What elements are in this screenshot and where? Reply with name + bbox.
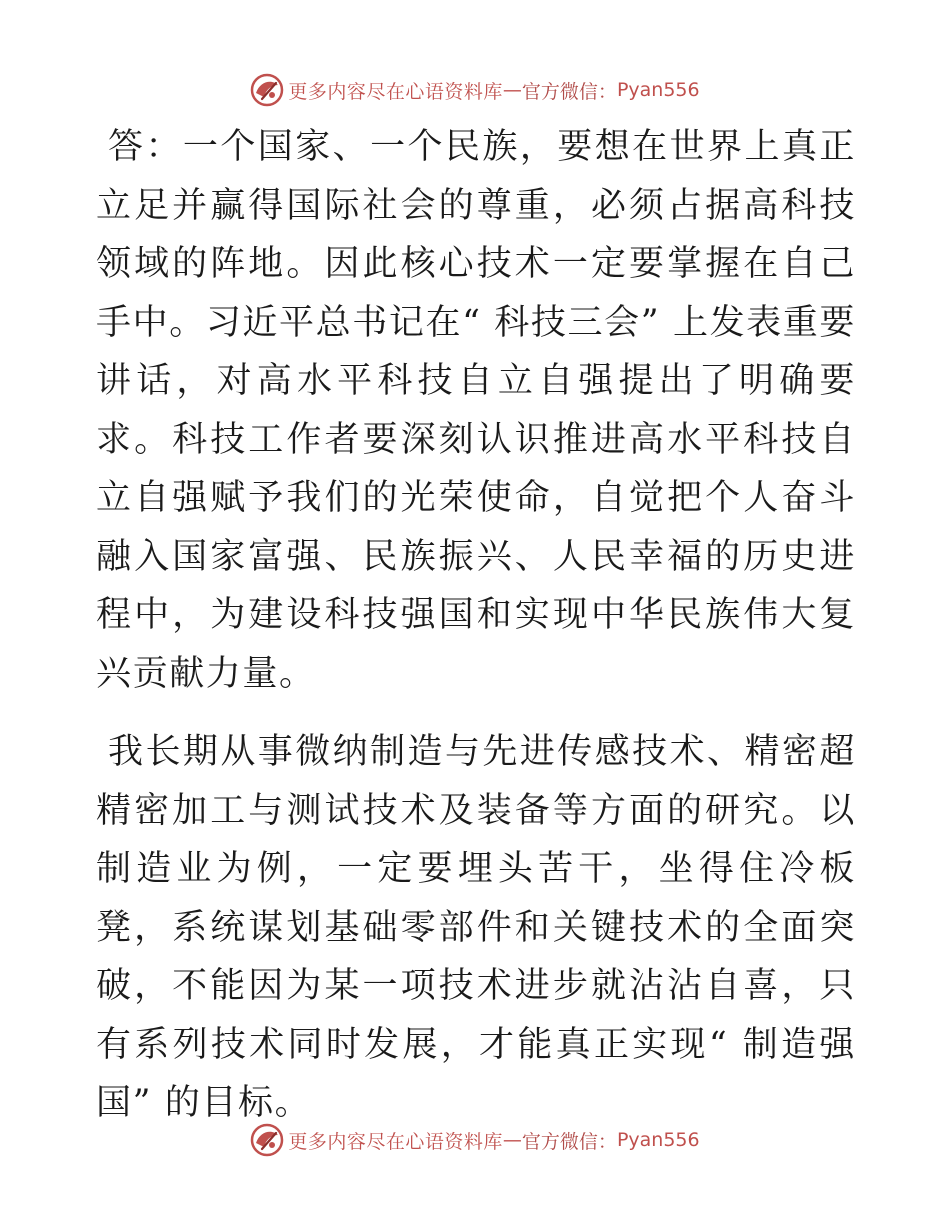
document-body (96, 118, 856, 1133)
red-crest-logo-icon (250, 1123, 284, 1157)
watermark-dash: — (502, 79, 522, 101)
red-crest-logo-icon (250, 73, 284, 107)
header-watermark (0, 70, 950, 110)
watermark-official-label: 官方微信： (521, 80, 617, 103)
paragraph-answer: 答：一个国家、一个民族，要想在世界上真正立足并赢得国际社会的尊重，必须占据高科技领域的阵地。因此核心技术一定要掌握在自己手中。习近平总书记在“ 科技三会” 上发表重要讲话，对高水平科技自立自强提出了明确要求。科技工作者要深刻认识推进高水平科技自立自强赋予我们的光荣使命，自觉把个人奋斗融入国家富强、民族振兴、人民幸福的历史进程中，为建设科技强国和实现中华民族伟大复兴贡献力量。 (96, 127, 856, 694)
watermark-brand-text: 更多内容尽在心语资料库 (288, 1130, 503, 1153)
watermark-wechat-id: Pyan556 (616, 79, 700, 101)
watermark-brand-text: 更多内容尽在心语资料库 (288, 80, 503, 103)
watermark-dash: — (502, 1129, 522, 1151)
watermark-wechat-id: Pyan556 (616, 1129, 700, 1151)
paragraph-research: 我长期从事微纳制造与先进传感技术、精密超精密加工与测试技术及装备等方面的研究。以制造业为例，一定要埋头苦干，坐得住冷板凳，系统谋划基础零部件和关键技术的全面突破，不能因为某一项技术进步就沾沾自喜，只有系列技术同时发展，才能真正实现“ 制造强国” 的目标。 (96, 732, 856, 1123)
watermark-official-label: 官方微信： (521, 1130, 617, 1153)
footer-watermark (0, 1120, 950, 1160)
